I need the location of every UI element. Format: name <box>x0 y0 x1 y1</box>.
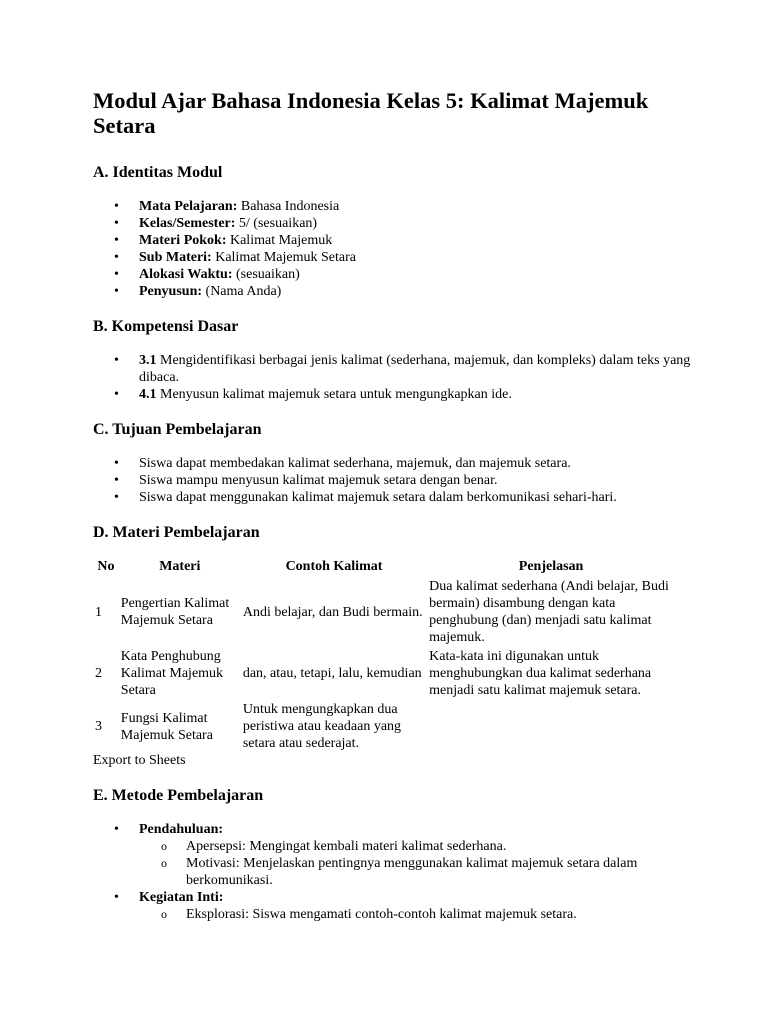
column-header-contoh: Contoh Kalimat <box>285 559 383 574</box>
list-item <box>93 266 708 283</box>
sub-list <box>139 906 708 923</box>
export-to-sheets-link[interactable]: Export to Sheets <box>93 753 186 768</box>
item-label: Materi Pokok: <box>139 233 227 248</box>
cell-contoh: Andi belajar, dan Budi bermain. <box>242 604 423 620</box>
item-label: Kelas/Semester: <box>139 216 236 231</box>
column-header-no: No <box>97 559 115 574</box>
table-row <box>93 577 675 647</box>
section-b-heading: B. Kompetensi Dasar <box>93 318 239 335</box>
list-item <box>93 386 708 403</box>
group-label: Pendahuluan: <box>139 822 224 837</box>
table-header-row <box>93 558 675 577</box>
section-e-heading: E. Metode Pembelajaran <box>93 787 264 804</box>
list-item <box>93 215 708 232</box>
item-label: Penyusun: <box>139 284 203 299</box>
sub-list-item: o Eksplorasi: Siswa mengamati contoh-contoh kalimat majemuk setara. <box>139 906 708 923</box>
column-header-materi: Materi <box>159 559 201 574</box>
item-value: Menyusun kalimat majemuk setara untuk mengungkapkan ide. <box>156 387 512 402</box>
item-label: 3.1 <box>139 353 157 368</box>
materi-table <box>93 558 675 753</box>
item-value: Bahasa Indonesia <box>237 199 340 214</box>
sub-list-item: o Motivasi: Menjelaskan pentingnya menggunakan kalimat majemuk setara dalam berkomunikasi. <box>139 855 708 889</box>
cell-penjelasan <box>427 700 675 753</box>
item-value: 5/ (sesuaikan) <box>235 216 318 231</box>
item-value: (Nama Anda) <box>202 284 282 299</box>
document-title: Modul Ajar Bahasa Indonesia Kelas 5: Kalimat Majemuk Setara <box>93 88 649 138</box>
list-item <box>93 249 708 266</box>
item-value: Kalimat Majemuk Setara <box>211 250 356 265</box>
tujuan-list <box>93 455 708 506</box>
kompetensi-list <box>93 352 708 403</box>
item-value: Kalimat Majemuk <box>226 233 333 248</box>
item-label: Alokasi Waktu: <box>139 267 233 282</box>
item-label: Mata Pelajaran: <box>139 199 238 214</box>
group-label: Kegiatan Inti: <box>139 890 224 905</box>
list-item <box>93 821 708 889</box>
cell-no: 3 <box>95 719 102 734</box>
table-row <box>93 647 675 700</box>
cell-contoh: dan, atau, tetapi, lalu, kemudian <box>242 666 422 681</box>
list-item: • Siswa dapat membedakan kalimat sederhana, majemuk, dan majemuk setara. <box>93 455 708 472</box>
cell-no: 2 <box>95 666 102 681</box>
cell-penjelasan: Kata-kata ini digunakan untuk menghubungkan dua kalimat sederhana menjadi satu kalimat majemuk setara. <box>429 649 652 698</box>
list-item <box>93 198 708 215</box>
list-item <box>93 283 708 300</box>
list-item <box>93 889 708 923</box>
item-value: Mengidentifikasi berbagai jenis kalimat (sederhana, majemuk, dan kompleks) dalam teks yang dibaca. <box>139 353 691 385</box>
metode-list <box>93 821 708 923</box>
list-item: • Siswa mampu menyusun kalimat majemuk setara dengan benar. <box>93 472 708 489</box>
section-c-heading: C. Tujuan Pembelajaran <box>93 421 262 438</box>
sub-list <box>139 838 708 889</box>
item-label: 4.1 <box>139 387 157 402</box>
cell-no: 1 <box>95 604 102 620</box>
sub-list-item: o Apersepsi: Mengingat kembali materi kalimat sederhana. <box>139 838 708 855</box>
list-item <box>93 352 708 386</box>
item-label: Sub Materi: <box>139 250 212 265</box>
list-item: • Siswa dapat menggunakan kalimat majemuk setara dalam berkomunikasi sehari-hari. <box>93 489 708 506</box>
identitas-list <box>93 198 708 300</box>
section-a-heading: A. Identitas Modul <box>93 164 223 181</box>
cell-materi: Fungsi Kalimat Majemuk Setara <box>120 710 213 743</box>
cell-materi: Pengertian Kalimat Majemuk Setara <box>120 596 230 628</box>
column-header-penjelasan: Penjelasan <box>518 559 584 574</box>
list-item <box>93 232 708 249</box>
section-d-heading: D. Materi Pembelajaran <box>93 524 260 541</box>
table-row <box>93 700 675 753</box>
cell-contoh: Untuk mengungkapkan dua peristiwa atau keadaan yang setara atau sederajat. <box>242 702 402 751</box>
item-value: (sesuaikan) <box>232 267 300 282</box>
cell-materi: Kata Penghubung Kalimat Majemuk Setara <box>120 649 224 698</box>
cell-penjelasan: Dua kalimat sederhana (Andi belajar, Budi bermain) disambung dengan kata penghubung (dan) menjadi satu kalimat majemuk. <box>429 579 669 645</box>
